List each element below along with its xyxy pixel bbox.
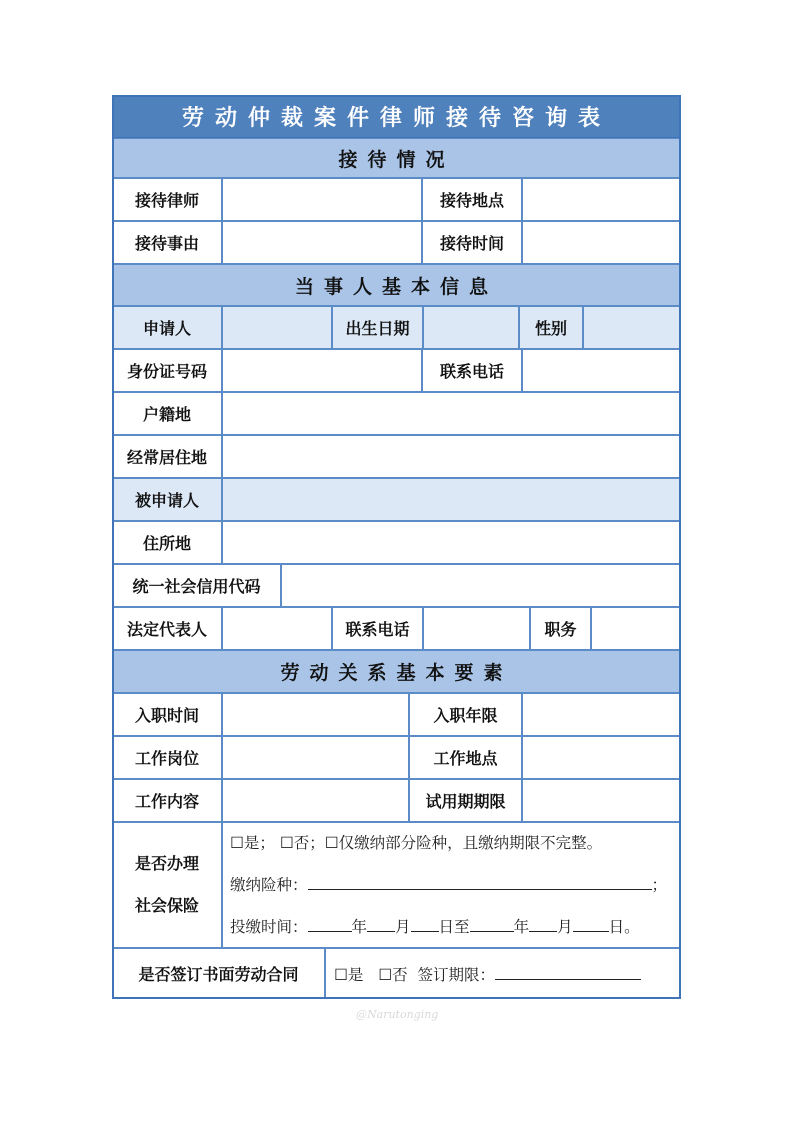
insurance-no-checkbox[interactable]: ☐否； <box>279 834 325 852</box>
label-work-content: 工作内容 <box>112 779 222 822</box>
label-respondent: 被申请人 <box>112 478 222 521</box>
insurance-type-label: 缴纳险种： <box>230 876 308 894</box>
label-birthdate: 出生日期 <box>332 306 423 349</box>
label-residence: 经常居住地 <box>112 435 222 478</box>
start-year-blank[interactable] <box>308 917 352 932</box>
insurance-yes-checkbox[interactable]: ☐是； <box>230 834 275 852</box>
label-household: 户籍地 <box>112 392 222 435</box>
label-reception-lawyer: 接待律师 <box>112 178 222 221</box>
start-year-label: 年 <box>351 918 368 936</box>
input-id-number[interactable] <box>222 349 422 392</box>
watermark: @Narutonging <box>356 1008 439 1021</box>
label-reception-time: 接待时间 <box>422 221 522 264</box>
section-party: 当事人基本信息 <box>112 264 681 306</box>
input-phone[interactable] <box>522 349 681 392</box>
input-entry-time[interactable] <box>222 693 409 736</box>
label-reception-location: 接待地点 <box>422 178 522 221</box>
label-position: 职务 <box>530 607 591 650</box>
input-domicile[interactable] <box>222 521 681 564</box>
form-title: 劳动仲裁案件律师接待咨询表 <box>112 95 681 138</box>
input-gender[interactable] <box>583 306 681 349</box>
social-insurance-options <box>222 822 681 948</box>
input-household[interactable] <box>222 392 681 435</box>
insurance-time-label: 投缴时间： <box>230 918 308 936</box>
insurance-partial-checkbox[interactable]: ☐仅缴纳部分险种，且缴纳期限不完整。 <box>324 834 603 852</box>
start-month-label: 月 <box>395 918 411 936</box>
insurance-type-end: ； <box>651 876 668 894</box>
end-month-blank[interactable] <box>529 917 557 932</box>
contract-term-blank[interactable] <box>495 965 641 980</box>
label-work-place: 工作地点 <box>409 736 522 779</box>
label-contract: 是否签订书面劳动合同 <box>112 948 325 999</box>
contract-no-checkbox[interactable]: ☐否 <box>378 966 408 984</box>
input-job-post[interactable] <box>222 736 409 779</box>
input-reception-lawyer[interactable] <box>222 178 422 221</box>
contract-options <box>325 948 681 999</box>
end-year-label: 年 <box>513 918 530 936</box>
label-entry-time: 入职时间 <box>112 693 222 736</box>
section-labor: 劳动关系基本要素 <box>112 650 681 693</box>
section-reception: 接待情况 <box>112 138 681 178</box>
consultation-form <box>112 95 681 999</box>
input-residence[interactable] <box>222 435 681 478</box>
label-social-insurance-line1: 是否办理 <box>134 854 199 873</box>
input-probation[interactable] <box>522 779 681 822</box>
input-applicant[interactable] <box>222 306 332 349</box>
input-legal-rep[interactable] <box>222 607 332 650</box>
start-day-blank[interactable] <box>411 917 439 932</box>
insurance-type-line <box>230 873 667 895</box>
label-legal-rep: 法定代表人 <box>112 607 222 650</box>
input-respondent[interactable] <box>222 478 681 521</box>
label-gender: 性别 <box>519 306 583 349</box>
input-position[interactable] <box>591 607 681 650</box>
insurance-options-line <box>230 831 602 853</box>
label-social-insurance <box>112 822 222 948</box>
label-reception-reason: 接待事由 <box>112 221 222 264</box>
end-year-blank[interactable] <box>470 917 514 932</box>
input-credit-code[interactable] <box>281 564 681 607</box>
end-day-blank[interactable] <box>573 917 609 932</box>
input-reception-reason[interactable] <box>222 221 422 264</box>
insurance-time-line <box>230 915 640 937</box>
input-work-place[interactable] <box>522 736 681 779</box>
end-day-label: 日。 <box>608 918 640 936</box>
start-month-blank[interactable] <box>367 917 395 932</box>
label-rep-phone: 联系电话 <box>332 607 423 650</box>
contract-yes-checkbox[interactable]: ☐是 <box>334 966 364 984</box>
label-id-number: 身份证号码 <box>112 349 222 392</box>
input-reception-time[interactable] <box>522 221 681 264</box>
contract-options-line <box>334 963 641 985</box>
input-birthdate[interactable] <box>423 306 519 349</box>
label-probation: 试用期期限 <box>409 779 522 822</box>
label-credit-code: 统一社会信用代码 <box>112 564 281 607</box>
input-reception-location[interactable] <box>522 178 681 221</box>
input-entry-years[interactable] <box>522 693 681 736</box>
contract-term-label: 签订期限： <box>417 966 495 984</box>
end-month-label: 月 <box>557 918 573 936</box>
label-domicile: 住所地 <box>112 521 222 564</box>
start-day-label: 日至 <box>438 918 470 936</box>
label-social-insurance-line2: 社会保险 <box>134 896 199 915</box>
input-rep-phone[interactable] <box>423 607 530 650</box>
insurance-type-blank[interactable] <box>308 875 652 890</box>
label-job-post: 工作岗位 <box>112 736 222 779</box>
input-work-content[interactable] <box>222 779 409 822</box>
label-applicant: 申请人 <box>112 306 222 349</box>
label-phone: 联系电话 <box>422 349 522 392</box>
label-entry-years: 入职年限 <box>409 693 522 736</box>
